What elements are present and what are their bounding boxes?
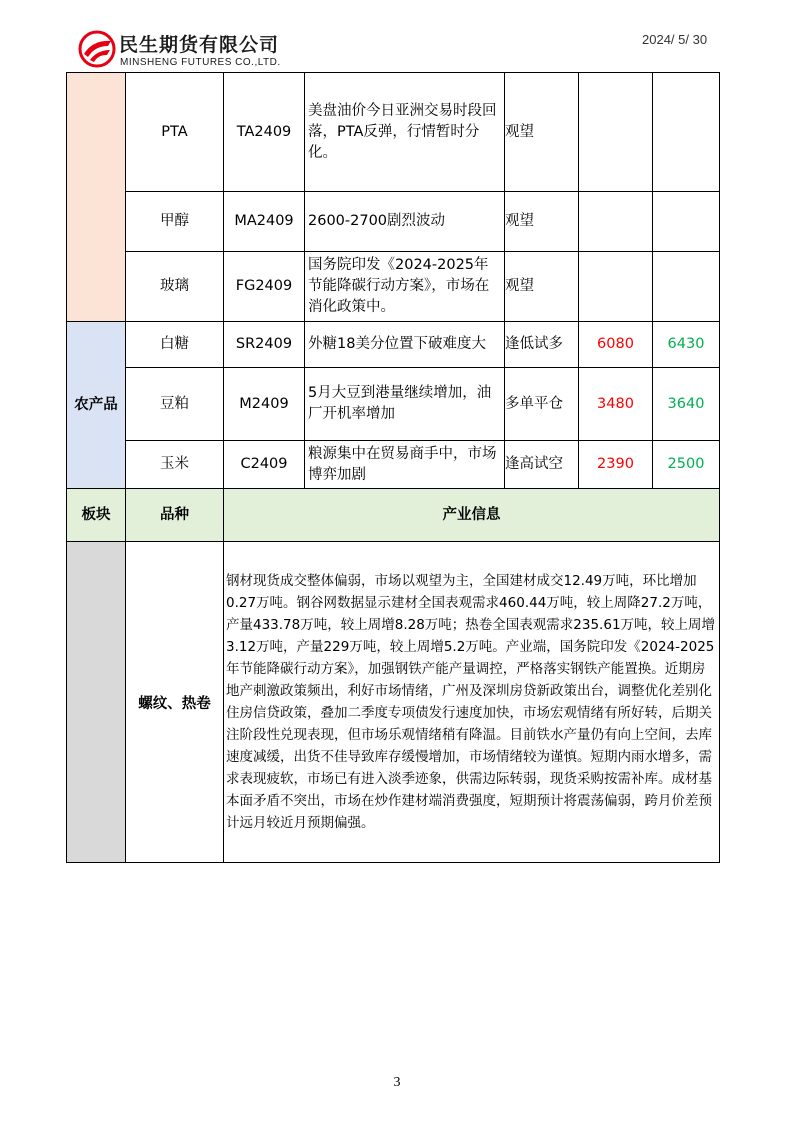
high-price-cell — [653, 192, 720, 252]
table-row — [67, 73, 720, 192]
table-row — [67, 252, 720, 322]
low-price-cell — [579, 73, 653, 192]
table-row — [67, 368, 720, 441]
strategy-table — [66, 72, 720, 542]
low-price-cell — [579, 252, 653, 322]
page-number: 3 — [393, 1075, 401, 1090]
table-row — [67, 322, 720, 368]
sector-cell — [67, 542, 126, 863]
low-price-cell: 3480 — [579, 368, 653, 441]
variety-cell: 豆粕 — [126, 368, 224, 441]
contract-cell: MA2409 — [224, 192, 305, 252]
low-price-cell: 2390 — [579, 441, 653, 489]
high-price-cell — [653, 73, 720, 192]
variety-cell: PTA — [126, 73, 224, 192]
variety-cell: 白糖 — [126, 322, 224, 368]
industry-info-text: 钢材现货成交整体偏弱，市场以观望为主，全国建材成交12.49万吨，环比增加0.27万吨。钢谷网数据显示建材全国表观需求460.44万吨，较上周降27.2万吨，产量433.78万吨，较上周增8.28万吨；热卷全国表观需求235.61万吨，较上周增 3.12万吨，产量229万吨，较上周增5.2万吨。产业端，国务院印发《2024-2025年节能降碳行动方案》，加强钢铁产能产量调控，严格落实钢铁产能置换。近期房地产刺激政策频出，利好市场情绪，广州及深圳房贷新政策出台，调整优化差别化住房信贷政策，叠加二季度专项债发行速度加快，市场宏观情绪有所好转，后期关注阶段性兑现表现，但市场乐观情绪稍有降温。目前铁水产量仍有向上空间，去库速度减缓，出货不佳导致库存缓慢增加，市场情绪较为谨慎。短期内雨水增多，需求表现疲软，市场已有进入淡季迹象，供需边际转弱，现货采购按需补库。成材基本面矛盾不突出，市场在炒作建材端消费强度，短期预计将震荡偏弱，跨月价差预计远月较近月预期偏强。 — [224, 542, 720, 863]
contract-cell: C2409 — [224, 441, 305, 489]
contract-cell: SR2409 — [224, 322, 305, 368]
low-price-cell: 6080 — [579, 322, 653, 368]
strategy-cell: 观望 — [505, 73, 579, 192]
header-industry-info: 产业信息 — [224, 489, 720, 542]
industry-info-table — [66, 541, 720, 863]
high-price-cell: 2500 — [653, 441, 720, 489]
info-cell: 美盘油价今日亚洲交易时段回落，PTA反弹，行情暂时分化。 — [305, 73, 505, 192]
variety-cell: 螺纹、热卷 — [126, 542, 224, 863]
high-price-cell — [653, 252, 720, 322]
low-price-cell — [579, 192, 653, 252]
info-cell: 粮源集中在贸易商手中，市场博弈加剧 — [305, 441, 505, 489]
table-row — [67, 441, 720, 489]
contract-cell: FG2409 — [224, 252, 305, 322]
category-cell-agri: 农产品 — [67, 322, 126, 489]
variety-cell: 甲醇 — [126, 192, 224, 252]
strategy-cell: 逢高试空 — [505, 441, 579, 489]
minsheng-logo-icon — [78, 30, 116, 68]
strategy-cell: 逢低试多 — [505, 322, 579, 368]
header-sector: 板块 — [67, 489, 126, 542]
table-row — [67, 542, 720, 863]
high-price-cell: 6430 — [653, 322, 720, 368]
info-cell: 5月大豆到港量继续增加，油厂开机率增加 — [305, 368, 505, 441]
info-cell: 2600-2700剧烈波动 — [305, 192, 505, 252]
high-price-cell: 3640 — [653, 368, 720, 441]
strategy-cell: 观望 — [505, 252, 579, 322]
brand-name-cn: 民生期货有限公司 — [119, 34, 280, 56]
page-header — [0, 0, 794, 72]
info-cell: 外糖18美分位置下破难度大 — [305, 322, 505, 368]
strategy-cell: 观望 — [505, 192, 579, 252]
strategy-cell: 多单平仓 — [505, 368, 579, 441]
variety-cell: 玉米 — [126, 441, 224, 489]
category-cell-chemical — [67, 73, 126, 322]
contract-cell: TA2409 — [224, 73, 305, 192]
contract-cell: M2409 — [224, 368, 305, 441]
report-date: 2024/ 5/ 30 — [642, 32, 708, 47]
info-cell: 国务院印发《2024-2025年节能降碳行动方案》，市场在消化政策中。 — [305, 252, 505, 322]
table-row — [67, 192, 720, 252]
variety-cell: 玻璃 — [126, 252, 224, 322]
header-variety: 品种 — [126, 489, 224, 542]
brand-name-en: MINSHENG FUTURES CO.,LTD. — [120, 57, 281, 68]
table-header-row — [67, 489, 720, 542]
